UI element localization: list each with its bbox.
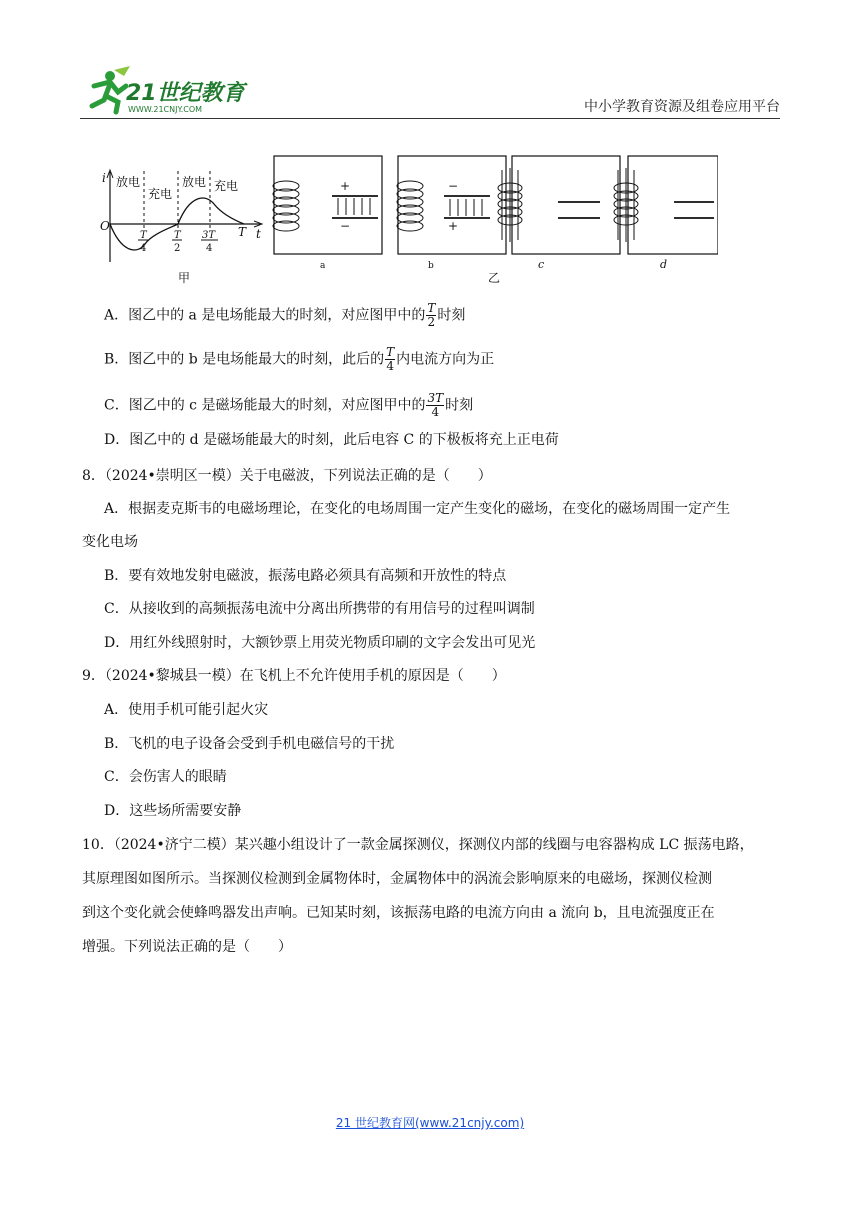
- q8-stem: 8．（2024•崇明区一模）关于电磁波，下列说法正确的是（ ）: [82, 468, 492, 484]
- q8-option-a-cont: 变化电场: [82, 534, 138, 550]
- fraction: $\frac{T}{4}$: [386, 345, 395, 373]
- svg-text:21世纪教育: 21世纪教育: [126, 81, 245, 106]
- svg-text:O: O: [100, 219, 110, 233]
- svg-text:4: 4: [206, 243, 213, 254]
- circuit-c: [498, 156, 620, 271]
- svg-text:2: 2: [174, 243, 181, 254]
- svg-text:−: −: [340, 219, 351, 233]
- site-logo: [80, 66, 250, 116]
- svg-text:3T: 3T: [202, 230, 216, 241]
- runner-icon: [92, 66, 130, 112]
- q9-stem: 9．（2024•黎城县一模）在飞机上不允许使用手机的原因是（ ）: [82, 668, 506, 684]
- q10-line-1: 10．（2024•济宁二模）某兴趣小组设计了一款金属探测仪，探测仪内部的线圈与电容器构成 LC 振荡电路，: [82, 837, 754, 853]
- svg-text:放电: 放电: [182, 175, 207, 189]
- q7-option-b[interactable]: B．图乙中的 b 是电场能最大的时刻，此后的 $\frac{T}{4}$ 内电流方向为正: [104, 345, 495, 373]
- q8-option-d[interactable]: D．用红外线照射时，大额钞票上用荧光物质印刷的文字会发出可见光: [104, 635, 536, 651]
- svg-text:充电: 充电: [214, 179, 239, 193]
- q9-option-a[interactable]: A．使用手机可能引起火灾: [104, 702, 269, 718]
- svg-text:WWW.21CNJY.COM: WWW.21CNJY.COM: [128, 105, 203, 114]
- svg-text:+: +: [448, 219, 459, 233]
- header-divider: [80, 118, 780, 119]
- svg-text:T: T: [140, 230, 147, 241]
- q9-option-d[interactable]: D．这些场所需要安静: [104, 803, 242, 819]
- q10-line-4: 增强。下列说法正确的是（ ）: [82, 939, 292, 955]
- svg-text:d: d: [660, 258, 668, 271]
- footer-link[interactable]: 21 世纪教育网(www.21cnjy.com): [335, 1116, 525, 1130]
- q8-option-c[interactable]: C．从接收到的高频振荡电流中分离出所携带的有用信号的过程叫调制: [104, 601, 535, 617]
- svg-text:乙: 乙: [488, 271, 501, 285]
- fraction: $\frac{T}{2}$: [427, 301, 436, 329]
- q8-option-b[interactable]: B．要有效地发射电磁波，振荡电路必须具有高频和开放性的特点: [104, 568, 507, 584]
- svg-text:−: −: [448, 179, 459, 193]
- q10-line-3: 到这个变化就会使蜂鸣器发出声响。已知某时刻，该振荡电路的电流方向由 a 流向 b，且电流强度正在: [82, 905, 715, 921]
- q7-option-a[interactable]: A．图乙中的 a 是电场能最大的时刻，对应图甲中的 $\frac{T}{2}$ 时刻: [104, 301, 466, 329]
- platform-name: 中小学教育资源及组卷应用平台: [584, 99, 780, 115]
- q9-option-c[interactable]: C．会伤害人的眼睛: [104, 769, 227, 785]
- q8-option-a[interactable]: A．根据麦克斯韦的电磁场理论，在变化的电场周围一定产生变化的磁场，在变化的磁场周围一定产生: [104, 501, 731, 517]
- q9-option-b[interactable]: B．飞机的电子设备会受到手机电磁信号的干扰: [104, 736, 395, 752]
- question-figure: [98, 150, 718, 290]
- circuit-b: [397, 156, 506, 271]
- svg-text:+: +: [340, 179, 351, 193]
- svg-text:放电: 放电: [116, 175, 141, 189]
- svg-text:甲: 甲: [178, 271, 191, 285]
- q7-option-c[interactable]: C．图乙中的 c 是磁场能最大的时刻，对应图甲中的 $\frac{3T}{4}$ 时刻: [104, 391, 474, 419]
- circuit-a: [273, 156, 382, 271]
- svg-text:a: a: [320, 261, 326, 271]
- current-time-graph: [100, 170, 262, 285]
- page-header: [80, 60, 780, 120]
- svg-text:T: T: [238, 225, 247, 239]
- svg-text:充电: 充电: [148, 187, 173, 201]
- q10-line-2: 其原理图如图所示。当探测仪检测到金属物体时，金属物体中的涡流会影响原来的电磁场，探测仪检测: [82, 871, 712, 887]
- svg-text:c: c: [538, 258, 545, 271]
- circuit-d: [614, 156, 718, 271]
- q7-option-d[interactable]: D．图乙中的 d 是磁场能最大的时刻，此后电容 C 的下极板将充上正电荷: [104, 432, 559, 448]
- svg-text:b: b: [428, 261, 434, 271]
- svg-text:i: i: [102, 171, 106, 185]
- svg-text:t: t: [256, 227, 261, 241]
- fraction: $\frac{3T}{4}$: [427, 391, 444, 419]
- page-footer: [0, 1114, 860, 1131]
- svg-text:T: T: [174, 230, 181, 241]
- svg-text:4: 4: [140, 243, 147, 254]
